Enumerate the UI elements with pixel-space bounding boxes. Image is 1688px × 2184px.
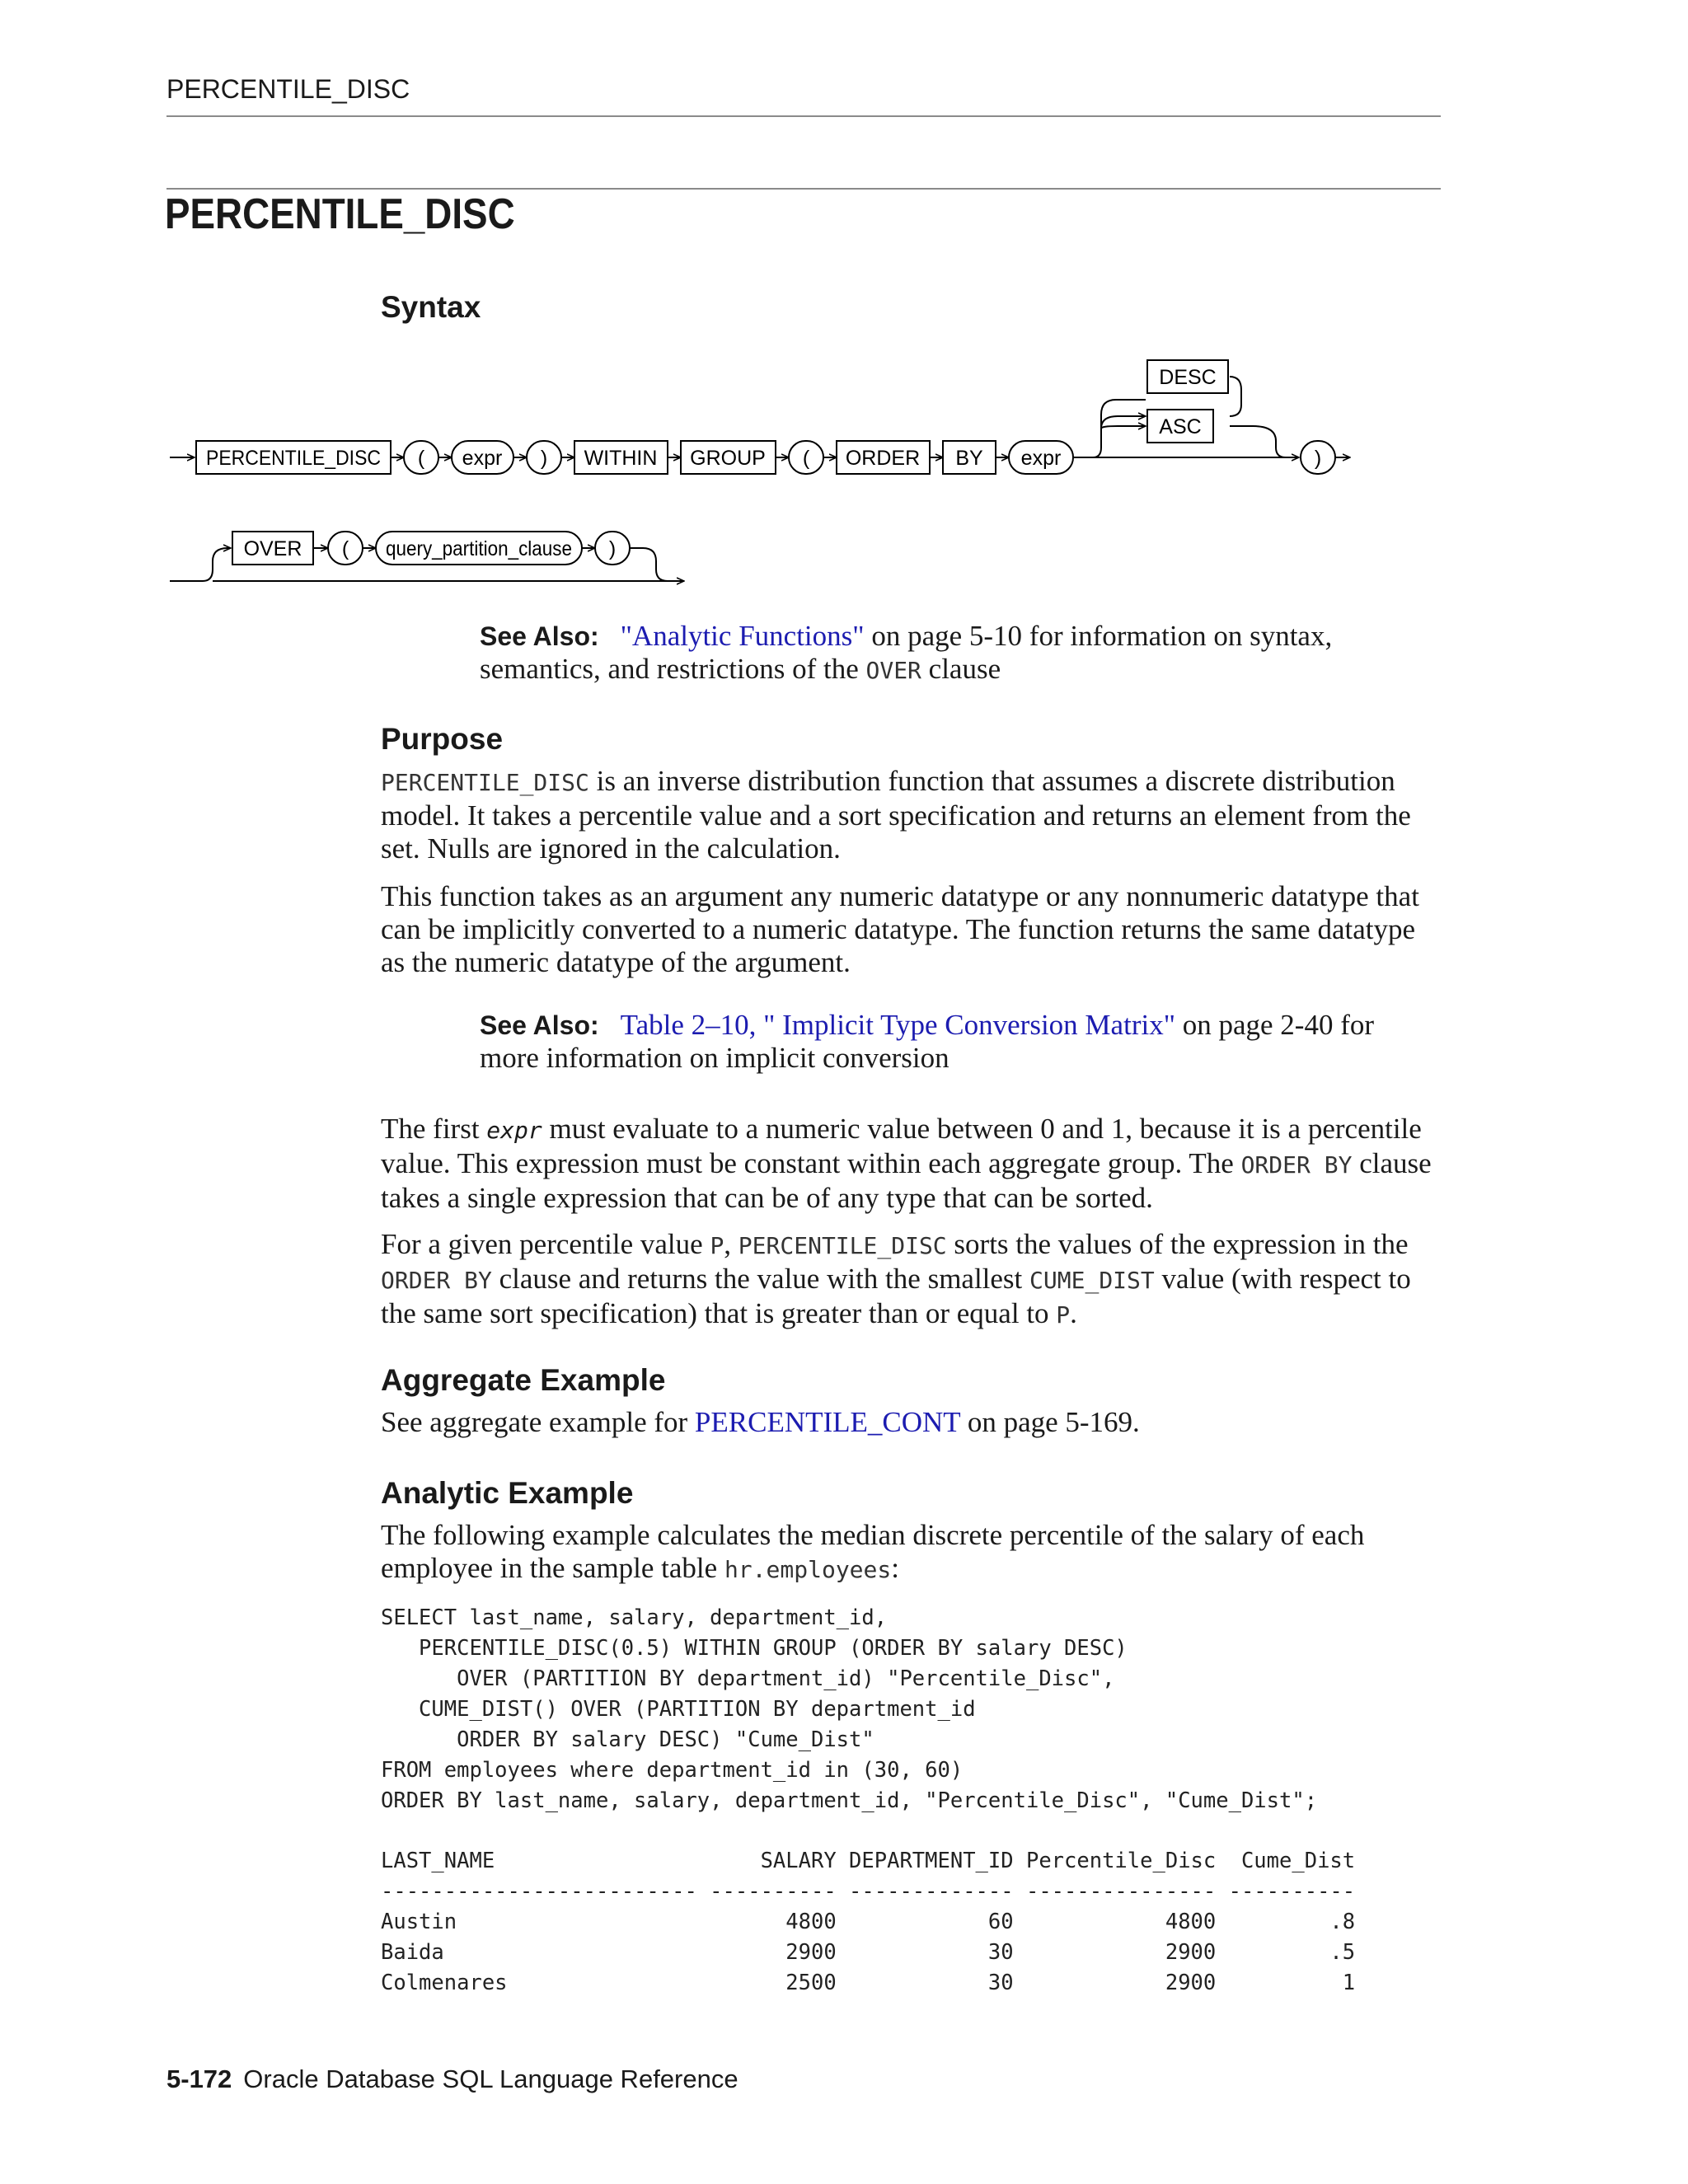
see-also-analytic (480, 620, 1386, 687)
purpose-paragraph-2: This function takes as an argument any numeric datatype or any nonnumeric datatype that can be implicitly converted to a numeric datatype. The function returns the same datatype as the numeric datatype of the argument. (381, 880, 1419, 978)
p4-order-by: ORDER BY (381, 1267, 492, 1294)
syntax-diagram (162, 350, 1365, 598)
p3-text-a: The first (381, 1113, 487, 1145)
query-output-code: LAST_NAME SALARY DEPARTMENT_ID Percentile_Disc Cume_Dist ------------------------- ---------- ------------- --------------- ---------- Austin 4800 60 4800 .8 Baida 2900 30 2900 .5 Colmenares 2500 30 2900 1 (381, 1849, 1356, 1995)
p4-text-f: . (1070, 1297, 1077, 1329)
kw-order-label: ORDER (845, 447, 921, 470)
page-footer (166, 2064, 738, 2094)
lparen-label: ( (417, 447, 425, 470)
book-title: Oracle Database SQL Language Reference (243, 2064, 738, 2093)
conversion-matrix-link[interactable]: Table 2–10, " Implicit Type Conversion Matrix" (620, 1009, 1175, 1041)
p3-order-by: ORDER BY (1240, 1151, 1353, 1179)
kw-by-label: BY (955, 447, 983, 470)
see-also-text-end: clause (921, 653, 1001, 685)
rparen-end-label: ) (1314, 447, 1322, 470)
syntax-heading: Syntax (381, 290, 481, 324)
running-header: PERCENTILE_DISC (166, 74, 410, 104)
purpose-heading: Purpose (381, 722, 504, 756)
expr2-label: expr (1020, 447, 1062, 470)
p3-text-b: must evaluate to a numeric value between 0 and 1, because it is a percentile value. This expression must be constant within each aggregate group. The (381, 1113, 1422, 1179)
percentile-paragraph (381, 1228, 1444, 1332)
see-also-text: on page 5-10 for information on syntax, semantics, and restrictions of the (480, 620, 1333, 685)
over-rparen-label: ) (608, 537, 617, 560)
expr-label: expr (462, 447, 503, 470)
over-lparen-label: ( (341, 537, 349, 560)
ana-text-b: : (891, 1552, 899, 1584)
page-number: 5-172 (166, 2064, 232, 2093)
fn-code: PERCENTILE_DISC (381, 769, 589, 796)
purpose-paragraph-1 (381, 765, 1444, 865)
see-also-conversion (480, 1009, 1386, 1075)
kw-desc-label: DESC (1159, 366, 1217, 389)
hr-employees-code: hr.employees (724, 1556, 892, 1583)
over-code: OVER (865, 657, 921, 684)
p4-cume: CUME_DIST (1029, 1267, 1155, 1294)
see-also-label: See Also: (480, 621, 599, 651)
p4-text-d: clause and returns the value with the smallest (491, 1263, 1030, 1295)
lparen2-label: ( (802, 447, 810, 470)
p4-p: P (710, 1232, 724, 1259)
analytic-paragraph (381, 1519, 1444, 1586)
kw-asc-label: ASC (1159, 415, 1202, 438)
p4-text-a: For a given percentile value (381, 1228, 710, 1260)
percentile-cont-link[interactable]: PERCENTILE_CONT (694, 1406, 961, 1438)
kw-group-label: GROUP (690, 447, 766, 470)
purpose-text-1: is an inverse distribution function that assumes a discrete distribution model. It takes a percentile value and a sort specification and returns an element from the set. Nulls are ignored in the calculation. (381, 765, 1411, 865)
p3-expr: expr (486, 1117, 542, 1144)
header-rule (166, 115, 1441, 117)
see-also-text-2: on page 2-40 for more information on implicit conversion (480, 1009, 1375, 1074)
p4-text-b: , (724, 1228, 738, 1260)
sql-query-code: SELECT last_name, salary, department_id, PERCENTILE_DISC(0.5) WITHIN GROUP (ORDER BY salary DESC) OVER (PARTITION BY department_id) "Percentile_Disc", CUME_DIST() OVER (PARTITION BY department_id ORDER BY salary DESC) "Cume_Dist" FROM employees where department_id in (30, 60) ORDER BY last_name, salary, department_id, "Percentile_Disc", "Cume_Dist"; (381, 1605, 1318, 1813)
kw-within-label: WITHIN (584, 447, 658, 470)
see-also-label-2: See Also: (480, 1010, 599, 1040)
aggregate-heading: Aggregate Example (381, 1363, 666, 1397)
kw-percentile-disc-label: PERCENTILE_DISC (206, 447, 381, 470)
p4-fn: PERCENTILE_DISC (738, 1232, 947, 1259)
query-partition-clause-label: query_partition_clause (386, 537, 572, 560)
expr-paragraph (381, 1113, 1444, 1215)
kw-over-label: OVER (243, 537, 302, 560)
agg-text-a: See aggregate example for (381, 1406, 695, 1438)
analytic-heading: Analytic Example (381, 1476, 634, 1510)
page-title: PERCENTILE_DISC (165, 190, 515, 238)
p3-text-c: clause takes a single expression that can be of any type that can be sorted. (381, 1147, 1432, 1214)
agg-text-b: on page 5-169. (960, 1406, 1140, 1438)
p4-p2: P (1056, 1301, 1071, 1329)
p4-text-c: sorts the values of the expression in the (946, 1228, 1409, 1260)
ana-text-a: The following example calculates the median discrete percentile of the salary of each employee in the sample table (381, 1519, 1365, 1584)
rparen-label: ) (540, 447, 548, 470)
aggregate-paragraph (381, 1406, 1444, 1439)
analytic-functions-link[interactable]: "Analytic Functions" (620, 620, 865, 652)
p4-text-e: value (with respect to the same sort specification) that is greater than or equal to (381, 1263, 1411, 1329)
